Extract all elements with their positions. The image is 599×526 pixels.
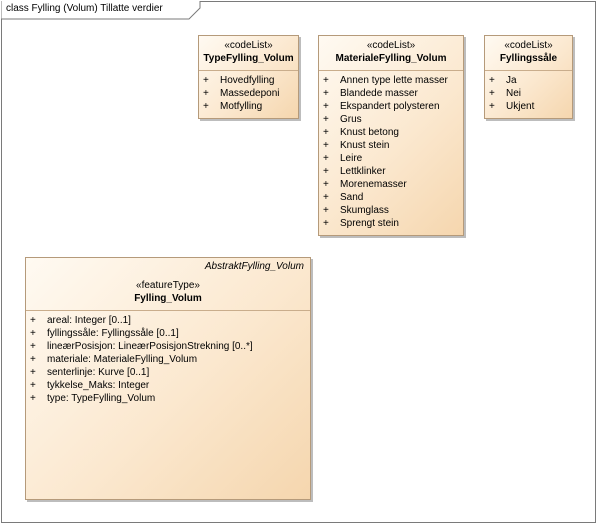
literal-item: + Skumglass <box>323 205 389 216</box>
literal-item: + Sprengt stein <box>323 218 399 229</box>
attribute-item: + tykkelse_Maks: Integer <box>30 380 150 391</box>
class-stereotype: «codeList» <box>366 40 416 51</box>
literal-item: + Ukjent <box>489 101 535 112</box>
literal-item: + Massedeponi <box>203 88 280 99</box>
literal-item: + Knust betong <box>323 127 399 138</box>
class-name: Fylling_Volum <box>134 293 202 304</box>
literal-item: + Sand <box>323 192 364 203</box>
literal-item: + Nei <box>489 88 522 99</box>
class-stereotype: «featureType» <box>136 280 200 291</box>
attribute-list <box>26 311 310 405</box>
literal-list <box>199 71 298 113</box>
literal-item: + Annen type lette masser <box>323 75 448 86</box>
literal-list <box>485 71 572 113</box>
literal-item: + Leire <box>323 153 363 164</box>
attribute-item: + lineærPosisjon: LineærPosisjonStrekning [0..*] <box>30 341 253 352</box>
class-stereotype: «codeList» <box>504 40 553 51</box>
literal-item: + Hovedfylling <box>203 75 275 86</box>
literal-item: + Lettklinker <box>323 166 386 177</box>
literal-item: + Knust stein <box>323 140 390 151</box>
class-stereotype: «codeList» <box>224 40 273 51</box>
literal-item: + Ekspandert polysteren <box>323 101 440 112</box>
class-typefylling-volum[interactable] <box>198 35 299 119</box>
class-name: MaterialeFylling_Volum <box>335 53 447 64</box>
literal-item: + Morenemasser <box>323 179 407 190</box>
diagram-title: class Fylling (Volum) Tillatte verdier <box>6 3 163 14</box>
attribute-item: + fyllingssåle: Fyllingssåle [0..1] <box>30 328 179 339</box>
literal-item: + Motfylling <box>203 101 263 112</box>
class-name: Fyllingssåle <box>499 53 558 64</box>
literal-list <box>319 71 463 230</box>
class-fyllingssale[interactable] <box>484 35 573 119</box>
class-name: TypeFylling_Volum <box>203 53 294 64</box>
class-fylling-volum[interactable] <box>25 257 311 500</box>
attribute-item: + areal: Integer [0..1] <box>30 315 131 326</box>
literal-item: + Blandede masser <box>323 88 418 99</box>
literal-item: + Ja <box>489 75 517 86</box>
class-materialefylling-volum[interactable] <box>318 35 464 236</box>
attribute-item: + senterlinje: Kurve [0..1] <box>30 367 150 378</box>
parent-class-name: AbstraktFylling_Volum <box>204 261 304 272</box>
attribute-item: + materiale: MaterialeFylling_Volum <box>30 354 198 365</box>
attribute-item: + type: TypeFylling_Volum <box>30 393 156 404</box>
literal-item: + Grus <box>323 114 362 125</box>
